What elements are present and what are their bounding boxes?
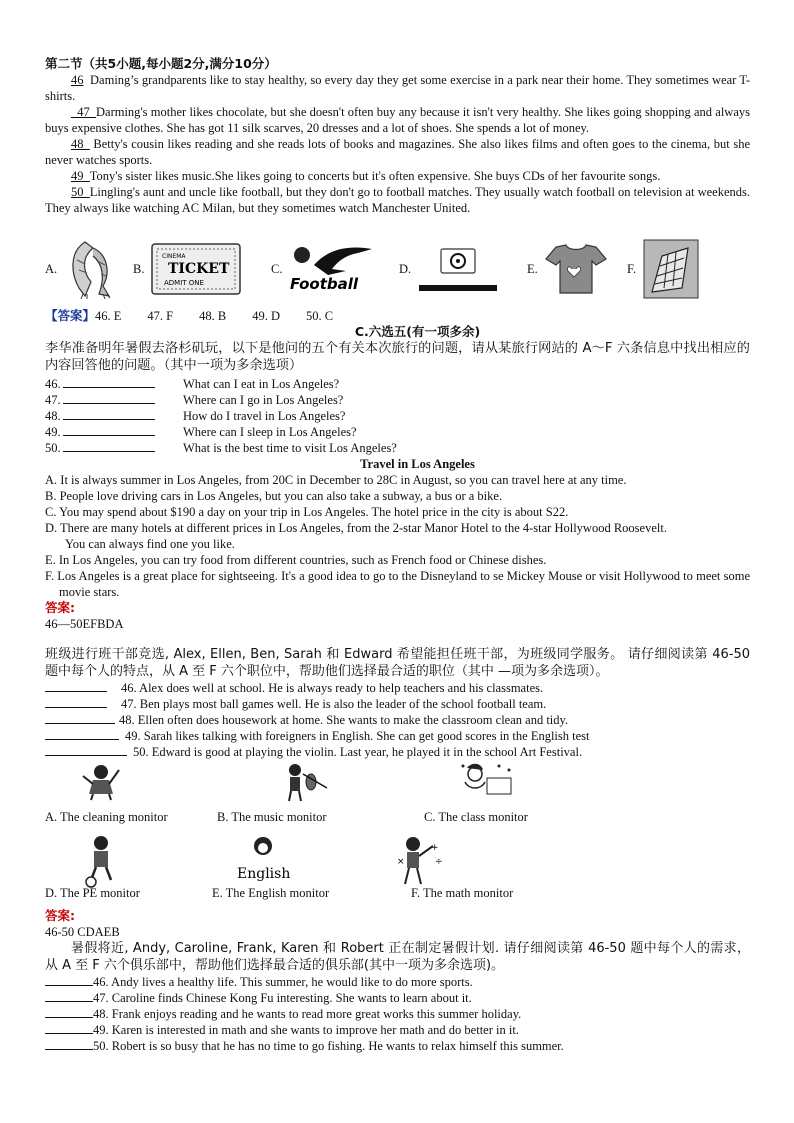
football-word: Football <box>290 275 359 293</box>
ticket-small-text: CINEMA <box>162 253 186 260</box>
option-c: C. Football <box>271 243 399 295</box>
passage-title: Travel in Los Angeles <box>360 457 475 471</box>
option-b: B. CINEMA TICKET ADMIT ONE <box>133 240 271 298</box>
english-word: English <box>237 866 291 882</box>
svg-text:×: × <box>397 857 405 867</box>
answer-blank[interactable] <box>45 1038 93 1050</box>
passage-46: 46 Daming’s grandparents like to stay healthy, so every day they get some exercise in a park near their home. They sometimes wear T-shirts. <box>45 73 751 103</box>
section-heading: 第二节（共5小题,每小题2分,满分10分） <box>45 56 277 71</box>
clubs-intro: 暑假将近, Andy, Caroline, Frank, Karen 和 Robert 正在制定暑假计划. 请仔细阅读第 46-50 题中每个人的需求，从 A 至 F 六个俱乐部中，帮助他们选择最合适的俱乐部(其中一项为多余选项)。 <box>45 941 750 973</box>
svg-text:+: + <box>431 843 439 853</box>
answer-blank[interactable] <box>63 440 155 452</box>
club-item: 50. Robert is so busy that he has no time to go fishing. He wants to relax himself this summer. <box>45 1038 750 1054</box>
answer-line-1: 【答案】46. E 47. F 48. B 49. D 50. C <box>45 308 334 323</box>
svg-text:÷: ÷ <box>435 857 443 867</box>
passage-50: 50_Lingling's aunt and uncle like football, but they don't go to football matches. They usually watch football on television at weekends. They always like watching AC Milan, but they sometimes watch Manchester United. <box>45 185 750 215</box>
option-english-monitor: E. The English monitor <box>212 886 330 900</box>
q50-number: 50_ <box>71 185 90 199</box>
option-f-text: F. Los Angeles is a great place for sightseeing. It's a good idea to go to the Disneyland to se Mickey Mouse or visit Hollywood to meet some movie stars. <box>45 569 750 599</box>
cleaning-girl-icon <box>73 762 129 802</box>
answer-text: 46—50EFBDA <box>45 617 124 631</box>
scarf-icon <box>63 238 121 300</box>
answer-blank[interactable] <box>45 1022 93 1034</box>
q46-number: 46 <box>71 73 84 87</box>
answer-blank[interactable] <box>45 680 107 692</box>
ticket-admit-text: ADMIT ONE <box>164 279 205 287</box>
answer-blank[interactable] <box>45 974 93 986</box>
option-d: D. <box>399 243 527 295</box>
chocolate-icon <box>642 238 700 300</box>
option-f: F. <box>627 238 707 300</box>
picture-options <box>45 234 750 304</box>
section-c-title: C.六选五(有一项多余) <box>354 324 481 339</box>
ticket-icon <box>150 240 242 298</box>
passage-47: _47_Darming's mother likes chocolate, but she doesn't often buy any because it isn't very healthy. She likes going shopping and always buys expensive clothes. She has got 11 silk scarves, 20 dresses and a lot of shoes. She spends a lot of money. <box>45 105 750 135</box>
club-item: 49. Karen is interested in math and she wants to improve her math and do better in it. <box>45 1022 750 1038</box>
question-row: 46. What can I eat in Los Angeles? <box>45 377 340 391</box>
q47-number: _47_ <box>71 105 96 119</box>
monitor-item: 48. Ellen often does housework at home. She wants to make the classroom clean and tidy. <box>45 712 750 728</box>
passage-49: 49_Tony's sister likes music.She likes going to concerts but it's often expensive. She buys CDs of her favourite songs. <box>71 169 661 183</box>
option-c-text: C. You may spend about $190 a day on your trip in Los Angeles. The hotel price in the city is about S22. <box>45 505 569 519</box>
answer-text: 46-50 CDAEB <box>45 925 120 939</box>
tshirt-icon <box>544 241 608 297</box>
option-math-monitor: F. The math monitor <box>411 886 514 900</box>
option-a: A. <box>45 238 133 300</box>
section-c-intro: 李华准备明年暑假去洛杉矶玩，以下是他问的五个有关本次旅行的问题，请从某旅行网站的 A～F 六条信息中找出相应的内容回答他的问题。（其中一项为多余选项） <box>45 341 750 373</box>
football-logo-icon <box>288 243 380 295</box>
q49-number: 49_ <box>71 169 90 183</box>
question-row: 47. Where can I go in Los Angeles? <box>45 393 344 407</box>
option-b-text: B. People love driving cars in Los Angeles, but you can also take a subway, a bus or a bike. <box>45 489 503 503</box>
option-e: E. <box>527 241 627 297</box>
club-item: 47. Caroline finds Chinese Kong Fu interesting. She wants to learn about it. <box>45 990 750 1006</box>
answer-label: 答案: <box>45 600 75 615</box>
answer-blank[interactable] <box>45 712 115 724</box>
monitor-item: 49. Sarah likes talking with foreigners in English. She can get good scores in the English test <box>45 728 750 744</box>
option-d-text: D. There are many hotels at different prices in Los Angeles, from the 2-star Manor Hotel to the 4-star Hollywood Roosevelt. <box>45 521 667 535</box>
monitor-options-row-2 <box>45 834 750 908</box>
violin-player-icon <box>273 762 329 802</box>
monitor-item: 47. Ben plays most ball games well. He is also the leader of the school football team. <box>45 696 750 712</box>
club-item: 46. Andy lives a healthy life. This summer, he would like to do more sports. <box>45 974 750 990</box>
option-a-text: A. It is always summer in Los Angeles, from 20C in December to 28C in August, so you can travel here at any time. <box>45 473 627 487</box>
pe-boy-icon <box>81 834 121 888</box>
math-boy-icon <box>391 834 447 888</box>
monitor-options-row-1 <box>45 760 750 834</box>
worksheet-page <box>45 56 750 1054</box>
answer-blank[interactable] <box>45 744 127 756</box>
class-monitor-icon <box>455 760 519 800</box>
answer-blank[interactable] <box>45 1006 93 1018</box>
monitor-items <box>45 680 750 760</box>
english-girl-icon <box>233 834 293 888</box>
passage-48: 48_ Betty's cousin likes reading and she reads lots of books and magazines. She also likes films and often goes to the cinema, but she never watches sports. <box>45 137 750 167</box>
question-row: 49. Where can I sleep in Los Angeles? <box>45 425 357 439</box>
monitor-item: 50. Edward is good at playing the violin. Last year, he played it in the school Art Festival. <box>45 744 750 760</box>
monitor-item: 46. Alex does well at school. He is always ready to help teachers and his classmates. <box>45 680 750 696</box>
q48-number: 48_ <box>71 137 90 151</box>
cd-icon <box>417 243 499 295</box>
monitor-intro: 班级进行班干部竞选, Alex, Ellen, Ben, Sarah 和 Edward 希望能担任班干部，为班级同学服务。 请仔细阅读第 46-50 题中每个人的特点，从 A 至 F 六个职位中，帮助他们选择最合适的职位（其中 —项为多余选项）。 <box>45 647 750 679</box>
option-pe-monitor: D. The PE monitor <box>45 886 140 900</box>
club-item: 48. Frank enjoys reading and he wants to read more great works this summer holiday. <box>45 1006 750 1022</box>
club-items <box>45 974 750 1054</box>
option-music-monitor: B. The music monitor <box>217 810 327 824</box>
answer-blank[interactable] <box>45 696 107 708</box>
question-row: 50. What is the best time to visit Los Angeles? <box>45 441 397 455</box>
option-e-text: E. In Los Angeles, you can try food from different countries, such as French food or Chinese dishes. <box>45 553 547 567</box>
ticket-big-text: TICKET <box>168 261 230 277</box>
answer-blank[interactable] <box>63 392 155 404</box>
option-cleaning-monitor: A. The cleaning monitor <box>45 810 168 824</box>
answer-label: 答案: <box>45 908 75 923</box>
answer-blank[interactable] <box>63 408 155 420</box>
option-class-monitor: C. The class monitor <box>424 810 528 824</box>
answer-blank[interactable] <box>63 424 155 436</box>
option-d-text-cont: You can always find one you like. <box>65 537 235 551</box>
question-row: 48. How do I travel in Los Angeles? <box>45 409 346 423</box>
travel-questions <box>45 376 750 456</box>
answer-blank[interactable] <box>45 728 119 740</box>
answer-blank[interactable] <box>63 376 155 388</box>
answer-blank[interactable] <box>45 990 93 1002</box>
